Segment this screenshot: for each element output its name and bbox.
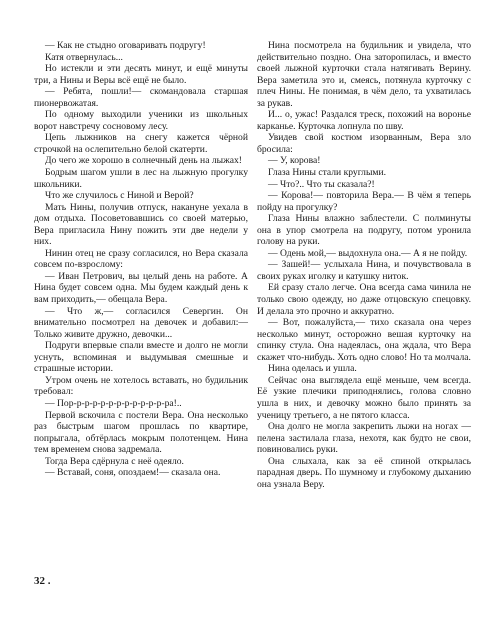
paragraph: Она долго не могла закрепить лыжи на ногах — пелена застилала глаза, нехотя, как будто не свои, повиновались руки. [257,421,471,456]
paragraph: Цепь лыжников на снегу кажется чёрной строчкой на ослепительно белой скатерти. [34,132,248,155]
paragraph: Нина посмотрела на будильник и увидела, что действительно поздно. Она заторопилась, и вместо своей лыжной курточки стала натягивать Верину. Вера заметила это и, смеясь, потянула курточку с плеч Нины. Не понимая, в чём дело, та ухватилась за рукав. [257,40,471,109]
paragraph: Но истекли и эти десять минут, и ещё минуты три, а Нины и Веры всё ещё не было. [34,63,248,86]
paragraph: — Пор-р-р-р-р-р-р-р-р-р-р-р-ра!.. [45,397,182,409]
paragraph: Тогда Вера сдёрнула с неё одеяло. [45,455,184,467]
paragraph: Подруги впервые спали вместе и долго не могли уснуть, вспоминая и выдумывая смешные и страшные истории. [34,340,248,375]
paragraph: — Что ж,— согласился Севергин. Он внимательно посмотрел на девочек и добавил:— Только живите дружно, девочки... [34,305,248,340]
paragraph: — Вставай, соня, опоздаем!— сказала она. [45,467,221,479]
paragraph: Нинин отец не сразу согласился, но Вера сказала совсем по-взрослому: [34,247,248,271]
paragraph: — У, корова! [268,155,321,167]
right-column [257,40,471,490]
left-column [34,40,248,479]
paragraph: Катя отвернулась... [45,51,123,63]
paragraph: Она слыхала, как за её спиной открылась парадная дверь. По шумному и глубокому дыханию она узнала Веру. [257,455,471,490]
paragraph: Ей сразу стало легче. Она всегда сама чинила не только свою одежду, но даже отцовскую спецовку. И делала это прочно и аккуратно. [257,282,471,317]
paragraph: — Вот, пожалуйста,— тихо сказала она через несколько минут, осторожно вешая курточку на спинку стула. Она надеялась, она ждала, что Вера скажет что-нибудь. Хоть одно слово! Но та молчала. [257,317,471,363]
paragraph: Глаза Нины стали круглыми. [268,167,387,179]
paragraph: Бодрым шагом ушли в лес на лыжную прогулку школьники. [34,167,248,190]
paragraph: Глаза Нины влажно заблестели. С полминуты она в упор смотрела на подругу, потом уронила голову на руки. [257,213,471,248]
paragraph: По одному выходили ученики из школьных ворот навстречу сосновому лесу. [34,109,248,132]
paragraph: — Ребята, пошли!— скомандовала старшая пионервожатая. [34,86,248,109]
paragraph: Что же случилось с Ниной и Верой? [45,190,194,202]
paragraph: Утром очень не хотелось вставать, но будильник требовал: [34,374,248,398]
paragraph: — Корова!— повторила Вера.— В чём я теперь пойду на прогулку? [257,190,471,213]
paragraph: Увидев свой костюм изорванным, Вера зло бросила: [257,132,471,155]
paragraph: До чего же хорошо в солнечный день на лыжах! [45,155,242,167]
paragraph: — Зашей!— услыхала Нина, и почувствовала в своих руках иголку и катушку ниток. [257,259,471,282]
paragraph: Мать Нины, получив отпуск, накануне уехала в дом отдыха. Посоветовавшись со своей матерью, Вера пригласила Нину пожить эти две недели у них. [34,201,248,248]
paragraph: — Что?.. Что ты сказала?! [268,178,375,190]
page-number: 32 . [34,575,51,587]
paragraph: — Как не стыдно оговаривать подругу! [45,40,206,51]
paragraph: Сейчас она выглядела ещё меньше, чем всегда. Её узкие плечики приподнялись, голова словно ушла в них, и девочку можно было принять за ученицу третьего, а не пятого класса. [257,374,471,421]
paragraph: — Одень мой,— выдохнула она.— А я не пойду. [268,247,468,259]
paragraph: И... о, ужас! Раздался треск, похожий на воронье карканье. Курточка лопнула по шву. [257,109,471,132]
paragraph: — Иван Петрович, вы целый день на работе. А Нина будет совсем одна. Мы будем каждый день к вам приходить,— обещала Вера. [34,270,248,306]
paragraph: Нина оделась и ушла. [268,363,357,375]
paragraph: Первой вскочила с постели Вера. Она несколько раз быстрым шагом прошлась по квартире, попрыгала, обтёрлась мокрым полотенцем. Нина тем временем снова задремала. [34,409,248,456]
